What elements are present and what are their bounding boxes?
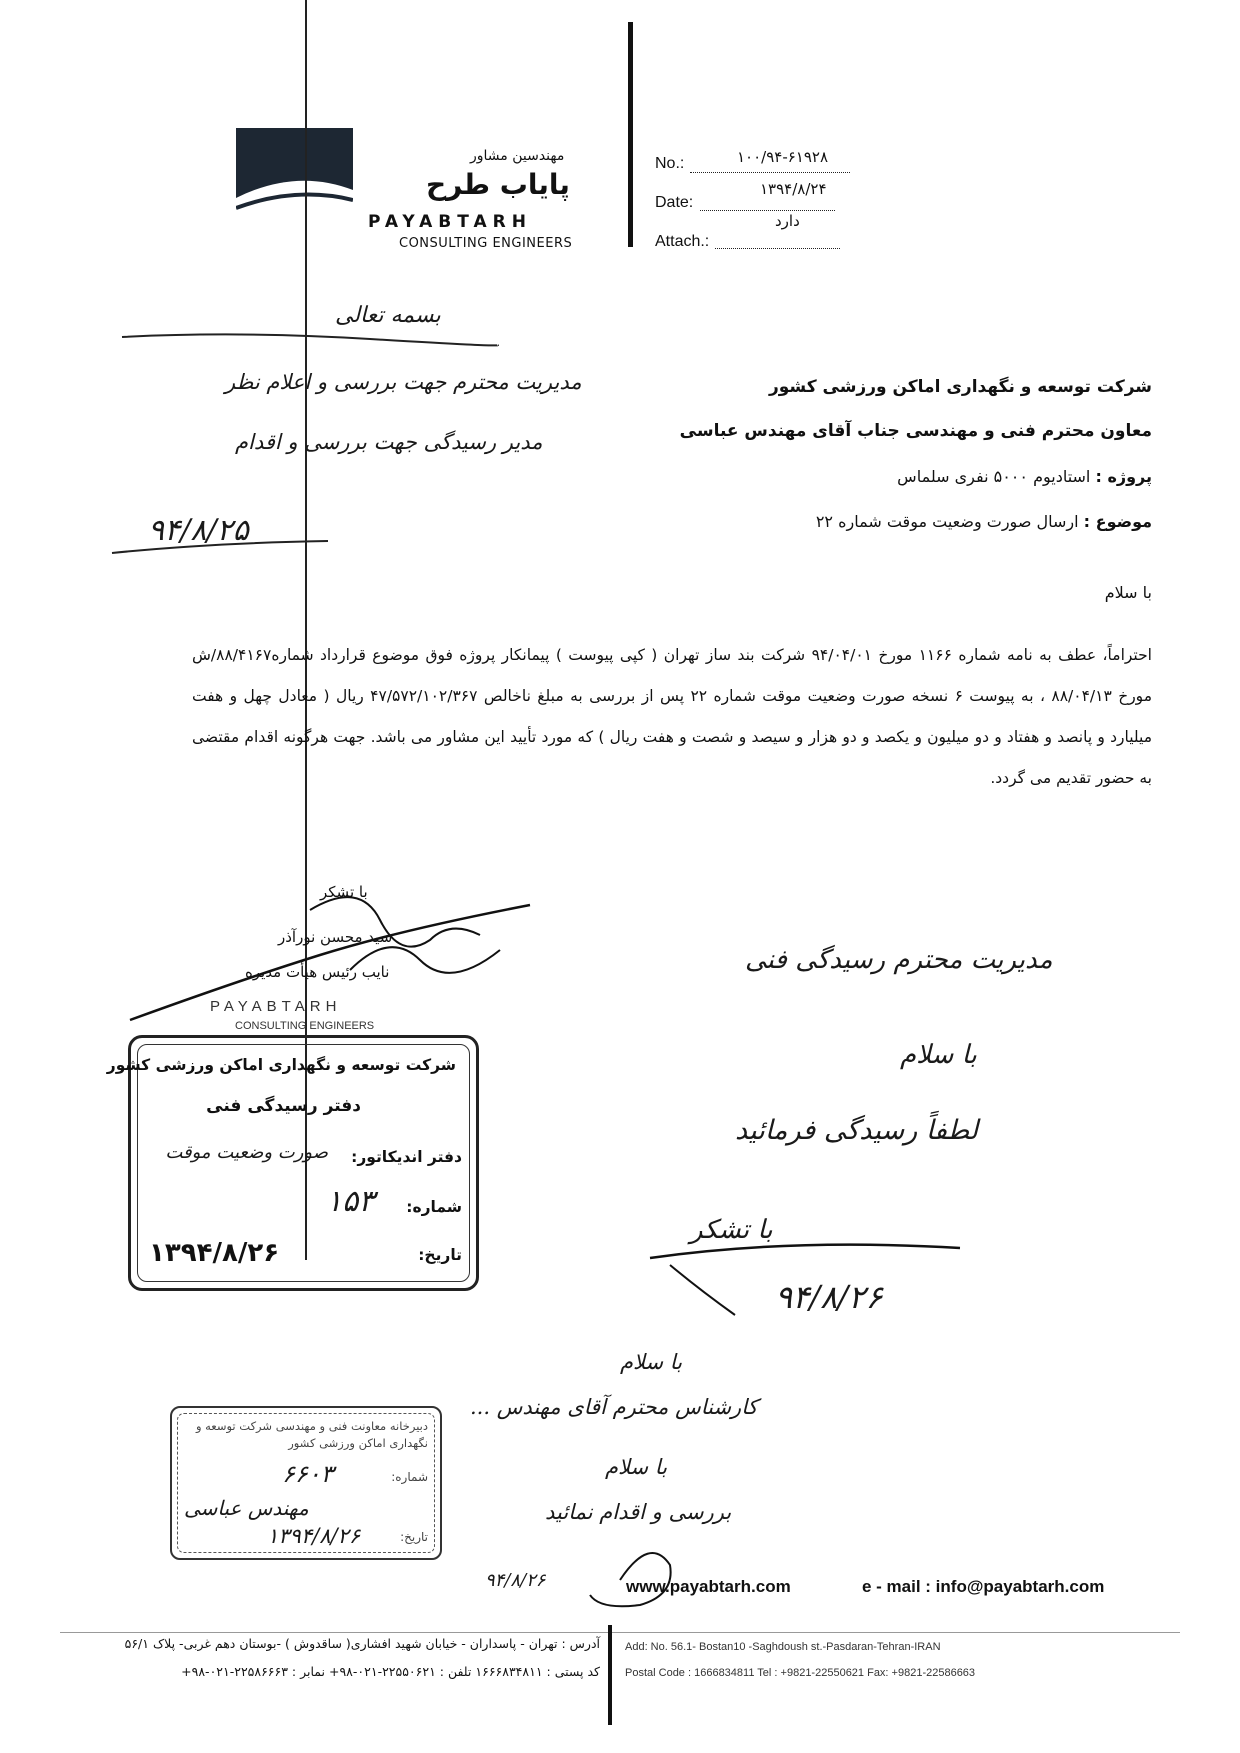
company-subtitle-fa: مهندسین مشاور bbox=[470, 148, 565, 164]
handwritten-lower-2: کارشناس محترم آقای مهندس ... bbox=[470, 1395, 758, 1419]
handwritten-lower-date: ۹۴/۸/۲۶ bbox=[485, 1570, 546, 1591]
no-label: No.: bbox=[655, 155, 685, 172]
stamp-indicator-value: صورت وضعیت موقت bbox=[165, 1142, 328, 1163]
handwritten-margin-note-1: مدیریت محترم جهت بررسی و اعلام نظر bbox=[225, 370, 582, 394]
company-logo bbox=[236, 128, 353, 243]
stamp-small-date-label: تاریخ: bbox=[400, 1530, 428, 1544]
greeting: با سلام bbox=[1104, 583, 1152, 602]
no-dots bbox=[690, 172, 850, 173]
handwritten-review-date: ۹۴/۸/۲۶ bbox=[775, 1278, 883, 1316]
stamp-dept: دفتر رسیدگی فنی bbox=[206, 1096, 361, 1116]
footer-contact-en: Postal Code : 1666834811 Tel : +9821-22550621 Fax: +9821-22586663 bbox=[625, 1667, 976, 1679]
handwritten-review-greeting: با سلام bbox=[900, 1040, 977, 1070]
footer-vbar bbox=[608, 1625, 612, 1725]
stamp-small-date-value: ۱۳۹۴/۸/۲۶ bbox=[267, 1524, 361, 1548]
date-dots bbox=[700, 210, 835, 211]
signature-thanks: با تشکر bbox=[320, 883, 368, 901]
project-label: پروژه : bbox=[1095, 467, 1152, 486]
basmala-underline bbox=[120, 325, 500, 355]
stamp-small-number-value: ۶۶۰۳ bbox=[282, 1460, 334, 1488]
footer-address-fa: آدرس : تهران - پاسداران - خیابان شهید افشاری( ساقدوش ) -بوستان دهم غربی- پلاک ۵۶/۱ bbox=[124, 1636, 600, 1651]
subject-line bbox=[816, 512, 1152, 531]
stamp-small-name: مهندس عباسی bbox=[184, 1496, 309, 1520]
margin-date-underline bbox=[110, 535, 330, 560]
stamp-org: شرکت توسعه و نگهداری اماکن ورزشی کشور bbox=[106, 1056, 456, 1074]
handwritten-review-thanks: با تشکر bbox=[690, 1215, 773, 1245]
handwritten-review-body: لطفاً رسیدگی فرمائید bbox=[735, 1115, 979, 1146]
stamp-date-value: ۱۳۹۴/۸/۲۶ bbox=[149, 1238, 280, 1268]
handwritten-review-heading: مدیریت محترم رسیدگی فنی bbox=[745, 945, 1053, 975]
footer-divider bbox=[60, 1632, 1180, 1633]
signature-stamp-tagline: CONSULTING ENGINEERS bbox=[235, 1020, 375, 1032]
project-value: استادیوم ۵۰۰۰ نفری سلماس bbox=[897, 467, 1091, 486]
signature-stamp-brand: PAYABTARH bbox=[210, 998, 342, 1015]
logo-mark-icon bbox=[236, 128, 353, 243]
company-name-en: PAYABTARH bbox=[368, 212, 532, 232]
company-name-fa: پایاب طرح bbox=[426, 168, 570, 201]
handwritten-margin-note-2: مدیر رسیدگی جهت بررسی و اقدام bbox=[235, 430, 543, 454]
stamp-small-org: دبیرخانه معاونت فنی و مهندسی شرکت توسعه و نگهداری اماکن ورزشی کشور bbox=[195, 1419, 428, 1450]
stamp-number-label: شماره: bbox=[406, 1198, 462, 1216]
secretariat-stamp bbox=[170, 1406, 442, 1560]
received-stamp bbox=[106, 1035, 479, 1291]
website-link[interactable]: www.payabtarh.com bbox=[626, 1577, 791, 1596]
lower-signature-scribble bbox=[470, 1535, 700, 1615]
stamp-indicator-label: دفتر اندیکاتور: bbox=[351, 1148, 462, 1166]
no-value: ۱۰۰/۹۴-۶۱۹۲۸ bbox=[737, 148, 829, 166]
signatory-title: نایب رئیس هیأت مدیره bbox=[245, 963, 390, 981]
handwritten-lower-3: با سلام bbox=[605, 1455, 668, 1479]
handwritten-margin-date: ۹۴/۸/۲۵ bbox=[148, 513, 249, 548]
body-paragraph: احتراماً، عطف به نامه شماره ۱۱۶۶ مورخ ۹۴/۰۴/۰۱ شرکت بند ساز تهران ( کپی پیوست ) پیمانکار پروژه فوق موضوع قرارداد شماره۸۸/۴۱۶۷/ش مورخ ۸۸/۰۴/۱۳ ، به پیوست ۶ نسخه صورت وضعیت موقت شماره ۲۲ پس از بررسی به مبلغ ناخالص ۴۷/۵۷۲/۱۰۲/۳۶۷ ریال ( معادل چهل و هفت میلیارد و پانصد و هفتاد و دو میلیون و یکصد و دو هزار و سیصد و شصت و هفت ریال ) که مورد تأیید این مشاور می باشد. جهت هرگونه اقدام مقتضی به حضور تقدیم می گردد. bbox=[192, 646, 1152, 787]
stamp-date-label: تاریخ: bbox=[418, 1246, 462, 1264]
handwritten-lower-4: بررسی و اقدام نمائید bbox=[545, 1500, 732, 1524]
recipient-line-1: شرکت توسعه و نگهداری اماکن ورزشی کشور bbox=[768, 377, 1152, 397]
signature-scribble bbox=[120, 860, 540, 1030]
header-divider bbox=[628, 22, 633, 247]
stamp-number-value: ۱۵۳ bbox=[326, 1184, 375, 1219]
signatory-name: سید محسن نورآذر bbox=[278, 928, 393, 946]
email-address[interactable]: e - mail : info@payabtarh.com bbox=[862, 1577, 1105, 1596]
subject-value: ارسال صورت وضعیت موقت شماره ۲۲ bbox=[815, 512, 1079, 531]
attach-dots bbox=[715, 248, 840, 249]
attach-label: Attach.: bbox=[655, 233, 710, 250]
footer-contact-fa: کد پستی : ۱۶۶۶۸۳۴۸۱۱ تلفن : ۲۲۵۵۰۶۲۱-۰۲۱-۹۸+ نمابر : ۲۲۵۸۶۶۶۳-۰۲۱-۹۸+ bbox=[181, 1664, 600, 1679]
company-tagline: CONSULTING ENGINEERS bbox=[399, 236, 573, 251]
recipient-line-2: معاون محترم فنی و مهندسی جناب آقای مهندس عباسی bbox=[679, 421, 1152, 441]
footer-address-en: Add: No. 56.1- Bostan10 -Saghdoush st.-Pasdaran-Tehran-IRAN bbox=[625, 1641, 941, 1653]
stamp-small-number-label: شماره: bbox=[391, 1470, 428, 1484]
attach-value: دارد bbox=[775, 212, 800, 230]
date-value: ۱۳۹۴/۸/۲۴ bbox=[760, 180, 827, 198]
project-line bbox=[897, 467, 1152, 486]
date-label: Date: bbox=[655, 194, 694, 211]
subject-label: موضوع : bbox=[1083, 512, 1152, 531]
handwritten-basmala: بسمه تعالی bbox=[335, 303, 441, 328]
handwritten-lower-1: با سلام bbox=[620, 1350, 683, 1374]
